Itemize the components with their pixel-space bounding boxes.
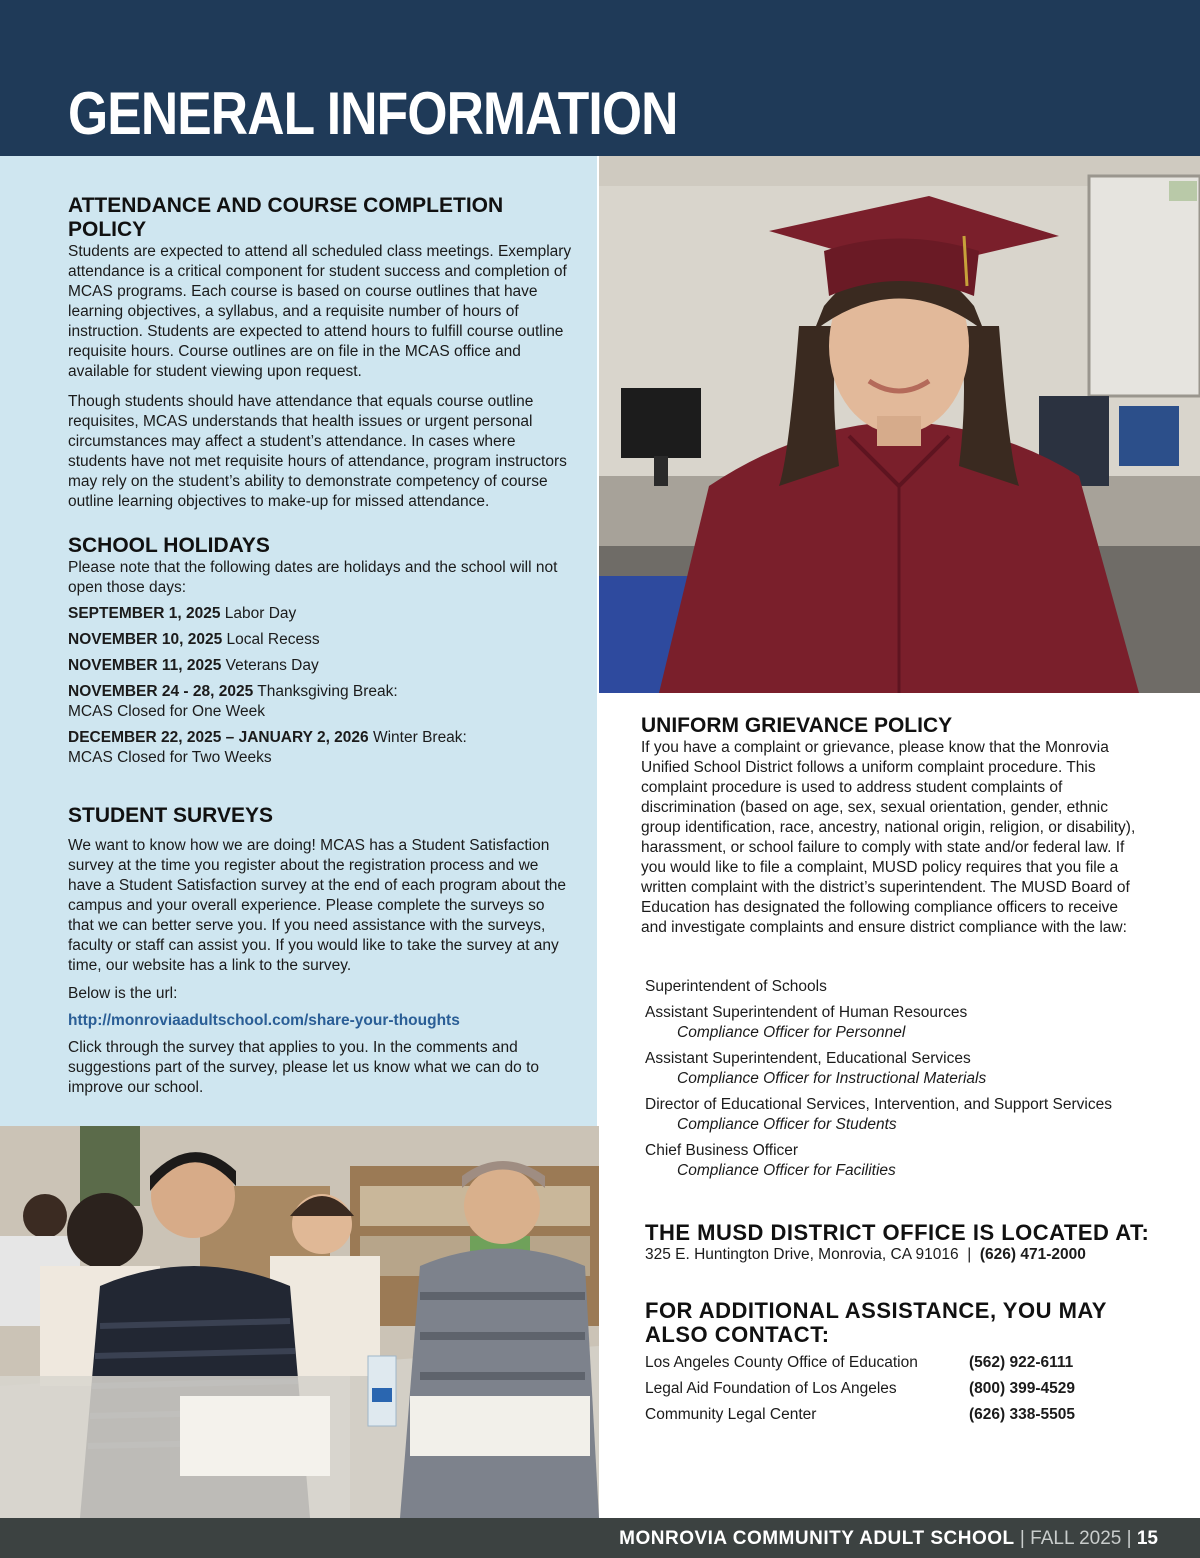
page-number: 15 [1136,1528,1158,1549]
district-office-section [645,1221,1165,1265]
officer-role: Compliance Officer for Facilities [677,1162,896,1179]
officer-item [645,977,1165,997]
holiday-item [68,682,573,722]
officer-role: Compliance Officer for Students [677,1116,897,1133]
surveys-paragraph-1: We want to know how we are doing! MCAS has a Student Satisfaction survey at the time you register about the registration process and we have a Student Satisfaction survey at the end of each program about the campus and your overall experience. Please complete the surveys so that we can better serve you. If you need assistance with the surveys, faculty or staff can assist you. If you would like to take the survey at any time, our website has a link to the survey. [68,837,567,974]
holiday-date: NOVEMBER 10, 2025 [68,631,223,648]
surveys-url-intro: Below is the url: [68,985,178,1002]
holiday-item [68,630,573,650]
district-office-title: THE MUSD DISTRICT OFFICE IS LOCATED AT: [645,1220,1150,1245]
survey-link[interactable]: http://monroviaadultschool.com/share-your-thoughts [68,1012,460,1029]
holidays-title: SCHOOL HOLIDAYS [68,534,270,557]
contact-row [645,1379,1165,1399]
contact-row [645,1353,1165,1373]
surveys-title: STUDENT SURVEYS [68,804,273,827]
officer-item [645,1003,1165,1043]
attendance-paragraph-2: Though students should have attendance that equals course outline requisites, MCAS understands that health issues or urgent personal circumstances may affect a student’s attendance. In cases where students have not met requisite hours of attendance, program instructors may rely on the student’s ability to demonstrate competency of course outline learning objectives to make-up for missed attendance. [68,393,567,510]
footer-separator: | [1121,1528,1137,1549]
holiday-label: Thanksgiving Break: [253,683,398,700]
holiday-date: SEPTEMBER 1, 2025 [68,605,221,622]
contact-phone: (626) 338-5505 [969,1406,1075,1423]
holiday-item [68,728,573,768]
footer-term: FALL 2025 [1030,1528,1122,1549]
district-office-address: 325 E. Huntington Drive, Monrovia, CA 91016 | [645,1246,980,1263]
holidays-intro: Please note that the following dates are holidays and the school will not open those days: [68,559,558,596]
holiday-label: Local Recess [222,631,320,648]
footer-separator: | [1014,1528,1031,1549]
grievance-title: UNIFORM GRIEVANCE POLICY [641,714,953,737]
footer-school-name: MONROVIA COMMUNITY ADULT SCHOOL [619,1528,1015,1549]
holiday-date: NOVEMBER 11, 2025 [68,657,222,674]
graduate-photo [599,156,1200,693]
officer-title: Chief Business Officer [645,1142,799,1159]
holiday-date: DECEMBER 22, 2025 – JANUARY 2, 2026 [68,729,369,746]
surveys-section [68,804,573,1108]
grievance-section [641,714,1146,948]
officer-role: Compliance Officer for Instructional Materials [677,1070,987,1087]
holiday-label: Winter Break: [368,729,467,746]
contact-name: Legal Aid Foundation of Los Angeles [645,1380,897,1397]
attendance-title: ATTENDANCE AND COURSE COMPLETION POLICY [68,194,504,241]
classroom-photo [0,1126,599,1518]
attendance-paragraph-1: Students are expected to attend all scheduled class meetings. Exemplary attendance is a critical component for student success and completion of MCAS programs. Each course is based on course outlines that have learning objectives, a syllabus, and a requisite number of hours of instruction. Students are expected to attend hours to fulfill course outline requisite hours. Course outlines are on file in the MCAS office and available for student viewing upon request. [68,243,572,380]
officer-title: Director of Educational Services, Intervention, and Support Services [645,1096,1112,1113]
holiday-item [68,656,573,676]
contact-name: Community Legal Center [645,1406,817,1423]
page-header [0,0,1200,156]
grievance-paragraph: If you have a complaint or grievance, please know that the Monrovia Unified School District follows a uniform complaint procedure. This complaint procedure is used to address student complaints of discrimination (based on age, sex, sexual orientation, gender, ethnic group identification, race, ancestry, national origin, religion, or disability), harassment, or school failure to comply with state and/or federal law. If you would like to file a complaint, MUSD policy requires that you file a written complaint with the district’s superintendent. The MUSD Board of Education has designated the following compliance officers to receive and investigate complaints and ensure district compliance with the law: [641,739,1136,936]
assistance-section [645,1299,1165,1431]
holiday-note: MCAS Closed for One Week [68,703,265,720]
assistance-title-line-1: FOR ADDITIONAL ASSISTANCE, YOU MAY [645,1298,1107,1323]
compliance-officers-list [645,977,1165,1187]
officer-item [645,1095,1165,1135]
officer-item [645,1141,1165,1181]
attendance-section [68,194,573,522]
contact-phone: (562) 922-6111 [969,1354,1074,1371]
officer-item [645,1049,1165,1089]
contact-phone: (800) 399-4529 [969,1380,1075,1397]
page-footer [0,1518,1200,1558]
assistance-title-line-2: ALSO CONTACT: [645,1322,830,1347]
officer-title: Superintendent of Schools [645,978,827,995]
holiday-date: NOVEMBER 24 - 28, 2025 [68,683,254,700]
page-title: GENERAL INFORMATION [68,80,678,147]
holiday-note: MCAS Closed for Two Weeks [68,749,272,766]
holiday-label: Veterans Day [221,657,319,674]
holidays-section [68,534,573,774]
holiday-label: Labor Day [220,605,297,622]
officer-title: Assistant Superintendent, Educational Services [645,1050,971,1067]
footer-text [619,1528,1158,1550]
officer-title: Assistant Superintendent of Human Resources [645,1004,968,1021]
officer-role: Compliance Officer for Personnel [677,1024,906,1041]
contact-name: Los Angeles County Office of Education [645,1354,918,1371]
surveys-paragraph-2: Click through the survey that applies to you. In the comments and suggestions part of the survey, please let us know what we can do to improve our school. [68,1039,540,1096]
contact-row [645,1405,1165,1425]
district-office-phone: (626) 471-2000 [979,1246,1086,1263]
district-office-address-line [645,1245,1165,1265]
holiday-item [68,604,573,624]
